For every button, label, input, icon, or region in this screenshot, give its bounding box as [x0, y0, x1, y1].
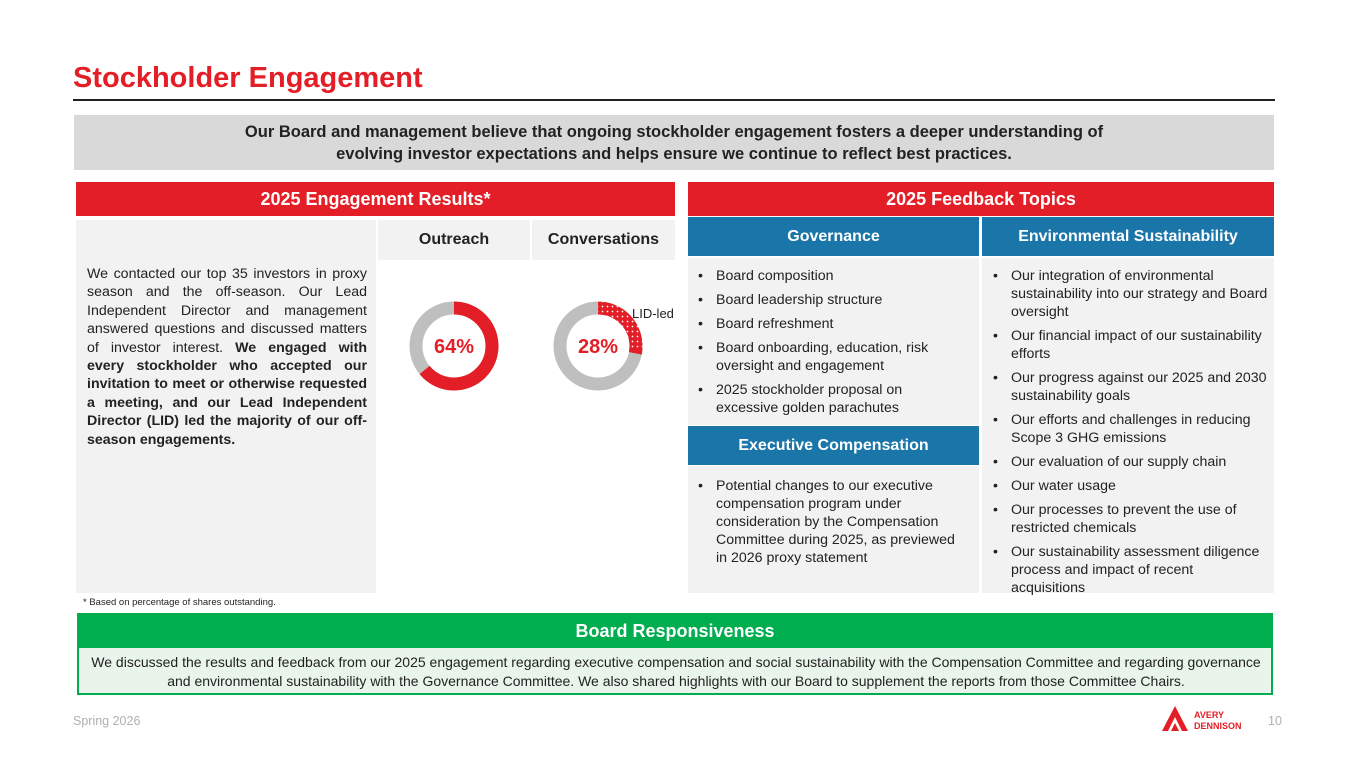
executive-compensation-list	[692, 477, 967, 573]
list-item: • Board composition	[692, 267, 962, 285]
list-item: • Our evaluation of our supply chain	[987, 453, 1269, 471]
environmental-header: Environmental Sustainability	[982, 217, 1274, 256]
list-item: • Board refreshment	[692, 315, 962, 333]
outreach-percent-label: 64%	[433, 336, 475, 358]
list-item: • Board leadership structure	[692, 291, 962, 309]
feedback-topics-header: 2025 Feedback Topics	[688, 182, 1274, 216]
page-title: Stockholder Engagement	[73, 62, 423, 94]
environmental-list	[987, 267, 1269, 603]
engagement-text-bold: We engaged with every stockholder who accepted our invitation to meet or otherwise requested a meeting, and our Lead Independent Director (LID) led the majority of our off-season engagements.	[87, 339, 367, 448]
intro-line-1: Our Board and management believe that ongoing stockholder engagement fosters a deeper understanding of	[244, 122, 1104, 141]
logo-text-line-1: AVERY	[1194, 710, 1225, 720]
conversations-column-header: Conversations	[532, 220, 675, 260]
conversations-percent-label: 28%	[577, 336, 619, 358]
engagement-results-header: 2025 Engagement Results*	[76, 182, 675, 216]
intro-banner	[74, 115, 1274, 170]
engagement-text-plain: We contacted our top 35 investors in proxy season and the off-season. Our Lead Independent Director and management answered questions and discussed matters of investor interest.	[87, 266, 367, 356]
executive-compensation-header: Executive Compensation	[688, 426, 979, 465]
board-responsiveness-text: We discussed the results and feedback from our 2025 engagement regarding executive compensation and social sustainability with the Compensation Committee and regarding governance and environmental sustainability with the Governance Committee. We also shared highlights with our Board to supplement the reports from those Committee Chairs.	[91, 654, 1261, 689]
engagement-results-text	[87, 265, 367, 449]
outreach-column-header: Outreach	[378, 220, 530, 260]
list-item: • Our water usage	[987, 477, 1269, 495]
list-item: • Potential changes to our executive compensation program under consideration by the Compensation Committee during 2025, as previewed in 2026 proxy statement	[692, 477, 967, 567]
avery-dennison-logo	[1159, 702, 1249, 736]
outreach-donut-chart	[406, 298, 502, 394]
intro-line-2: evolving investor expectations and helps ensure we continue to reflect best practices.	[336, 144, 1012, 163]
list-item: • Our sustainability assessment diligence process and impact of recent acquisitions	[987, 543, 1269, 597]
page-number: 10	[1268, 714, 1282, 728]
list-item: • Our processes to prevent the use of restricted chemicals	[987, 501, 1269, 537]
list-item: • 2025 stockholder proposal on excessive golden parachutes	[692, 381, 962, 417]
governance-list	[692, 267, 962, 423]
list-item: • Board onboarding, education, risk oversight and engagement	[692, 339, 962, 375]
list-item: • Our efforts and challenges in reducing Scope 3 GHG emissions	[987, 411, 1269, 447]
governance-header: Governance	[688, 217, 979, 256]
logo-text-line-2: DENNISON	[1194, 721, 1242, 731]
board-responsiveness-header: Board Responsiveness	[79, 615, 1271, 648]
footer-date: Spring 2026	[73, 714, 141, 728]
list-item: • Our integration of environmental sustainability into our strategy and Board oversight	[987, 267, 1269, 321]
list-item: • Our progress against our 2025 and 2030 sustainability goals	[987, 369, 1269, 405]
list-item: • Our financial impact of our sustainability efforts	[987, 327, 1269, 363]
lid-led-label: LID-led	[632, 306, 674, 321]
title-divider	[73, 99, 1275, 101]
footnote: * Based on percentage of shares outstanding.	[83, 597, 276, 608]
